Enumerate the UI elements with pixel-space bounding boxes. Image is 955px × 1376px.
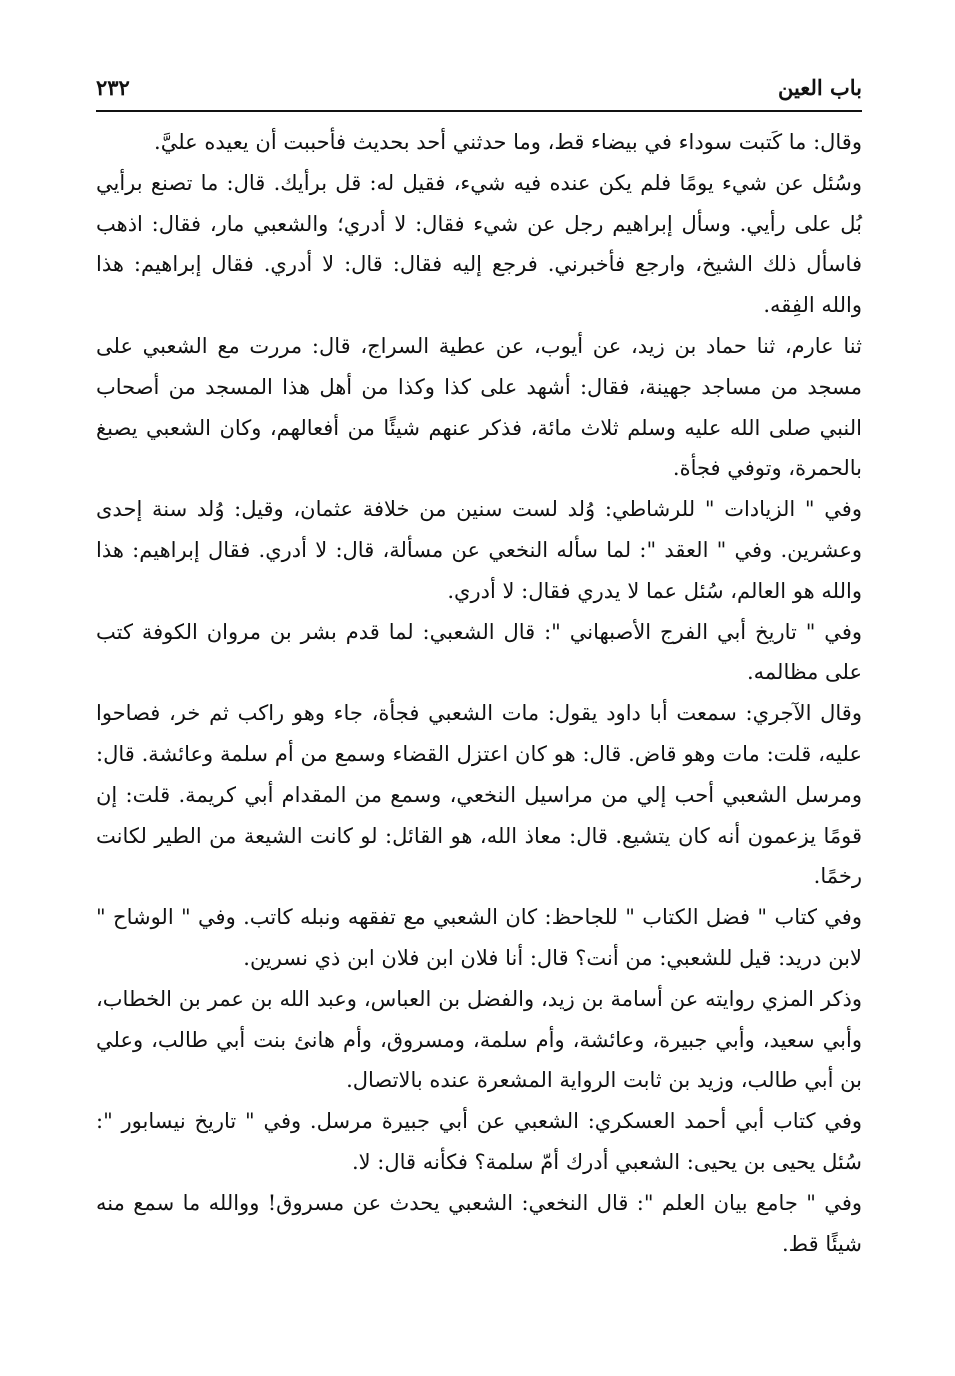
paragraph: وذكر المزي روايته عن أسامة بن زيد، والفضل بن العباس، وعبد الله بن عمر بن الخطاب، وأبي سعيد، وأبي جبيرة، وعائشة، وأم سلمة، ومسروق، وأم هانئ بنت أبي طالب، وعلي بن أبي طالب، وزيد بن ثابت الرواية المشعرة عنده بالاتصال. [96,986,862,1093]
chapter-title: باب العين [777,74,862,100]
paragraph: وفي " تاريخ أبي الفرج الأصبهاني ": قال الشعبي: لما قدم بشر بن مروان الكوفة كتب على مظالمه. [96,619,862,685]
page-header [96,68,862,106]
paragraph: وفي " جامع بيان العلم ": قال النخعي: الشعبي يحدث عن مسروق! ووالله ما سمع منه شيئًا قط. [96,1190,862,1256]
paragraph: وفي " الزيادات " للرشاطي: وُلد لست سنين من خلافة عثمان، وقيل: وُلد سنة إحدى وعشرين. وفي " العقد ": لما سأله النخعي عن مسألة، قال: لا أدري. فقال إبراهيم: هذا والله هو العالم، سُئل عما لا يدري فقال: لا أدري. [96,497,862,603]
paragraph: وقال الآجري: سمعت أبا داود يقول: مات الشعبي فجأة، جاء وهو راكب ثم خر، فصاحوا عليه، قلت: مات وهو قاض. قال: هو كان اعتزل القضاء وسمع من أم سلمة وعائشة. قال: ومرسل الشعبي أحب إلي من مراسيل النخعي، وسمع من المقدام أبي كريمة. قلت: إن قومًا يزعمون أنه كان يتشيع. قال: معاذ الله، هو القائل: لو كانت الشيعة من الطير لكانت رخمًا. [96,701,862,889]
paragraph: وقال: ما كَتبت سوداء في بيضاء قط، وما حدثني أحد بحديث فأحببت أن يعيده عليَّ. [154,130,862,154]
page-body [96,122,862,1264]
paragraph: وفي كتاب " فضل الكتاب " للجاحظ: كان الشعبي مع تفقهه ونبله كاتب. وفي " الوشاح " لابن دريد: قيل للشعبي: من أنت؟ قال: أنا فلان ابن فلان ابن ذي نسرين. [96,905,862,970]
paragraph: وسُئل عن شيء يومًا فلم يكن عنده فيه شيء، فقيل له: قل برأيك. قال: ما تصنع برأيي بُل على رأيي. وسأل إبراهيم رجل عن شيء فقال: لا أدري؛ والشعبي مار، فقال: اذهب فاسأل ذلك الشيخ، وارجع فأخبرني. فرجع إليه فقال: قال: لا أدري. فقال إبراهيم: هذا والله الفِقه. [96,170,863,318]
header-divider [96,110,862,112]
paragraph: ثنا عارم، ثنا حماد بن زيد، عن أيوب، عن عطية السراج، قال: مررت مع الشعبي على مسجد من مساجد جهينة، فقال: أشهد على كذا وكذا من أهل هذا المسجد من أصحاب النبي صلى الله عليه وسلم ثلاث مائة، فذكر عنهم شيئًا من أفعالهم، وكان الشعبي يصبغ بالحمرة، وتوفي فجأة. [96,333,862,481]
page-number: ٢٣٢ [96,74,130,100]
paragraph: وفي كتاب أبي أحمد العسكري: الشعبي عن أبي جبيرة مرسل. وفي " تاريخ نيسابور ": سُئل يحيى بن يحيى: الشعبي أدرك أمّ سلمة؟ فكأنه قال: لا. [96,1109,862,1174]
